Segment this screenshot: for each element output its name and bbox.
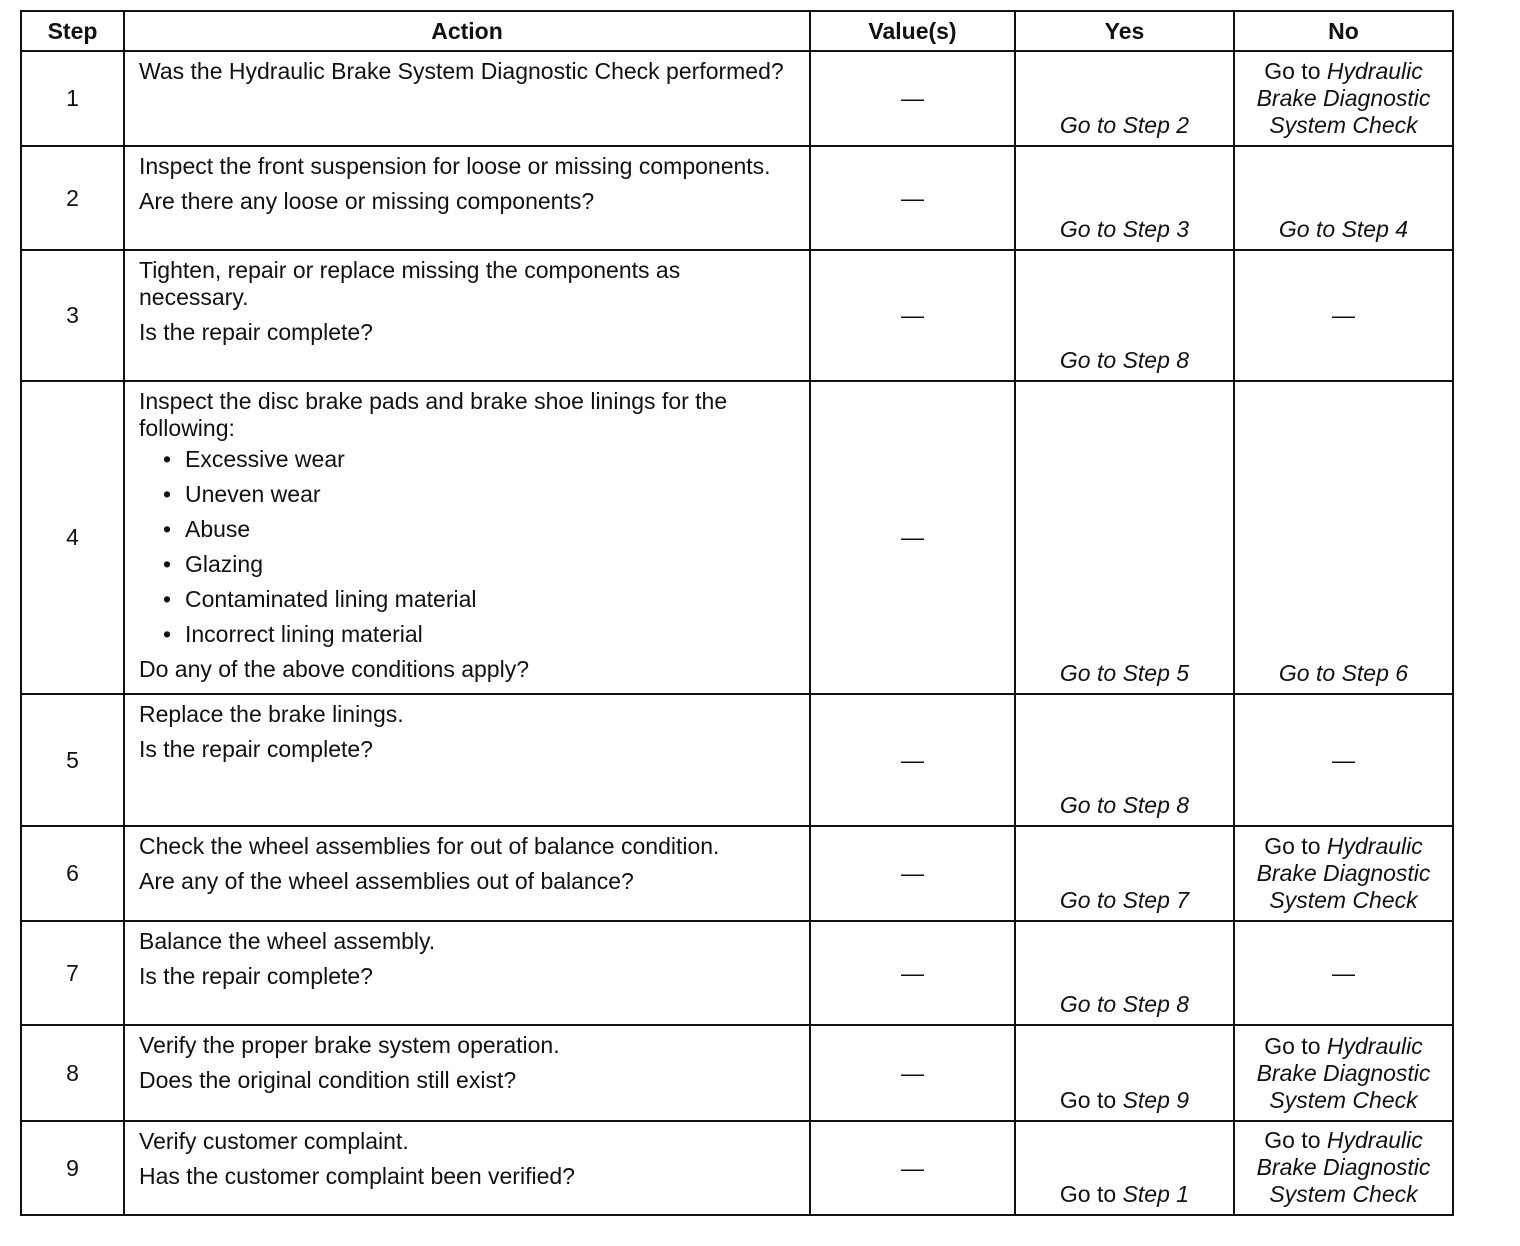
header-values: Value(s) bbox=[810, 11, 1015, 51]
action-question: Does the original condition still exist? bbox=[139, 1067, 517, 1093]
yes-cell bbox=[1015, 921, 1234, 1025]
table-row bbox=[21, 826, 1453, 921]
yes-cell bbox=[1015, 146, 1234, 250]
header-no: No bbox=[1234, 11, 1453, 51]
step-number: 4 bbox=[21, 381, 124, 694]
table-row bbox=[21, 146, 1453, 250]
yes-cell bbox=[1015, 694, 1234, 826]
value-cell: — bbox=[810, 694, 1015, 826]
table-row bbox=[21, 381, 1453, 694]
condition-list bbox=[139, 446, 795, 648]
header-yes: Yes bbox=[1015, 11, 1234, 51]
yes-target: Go to Step 8 bbox=[1059, 347, 1190, 373]
table-row bbox=[21, 1121, 1453, 1215]
value-cell: — bbox=[810, 1121, 1015, 1215]
yes-target: Go to Step 3 bbox=[1059, 216, 1190, 242]
yes-prefix: Go to bbox=[1059, 1087, 1123, 1113]
no-cell: — bbox=[1234, 250, 1453, 381]
action-text: Verify the proper brake system operation. bbox=[139, 1032, 560, 1058]
yes-target: Go to Step 2 bbox=[1059, 112, 1190, 138]
no-target: Go to Step 4 bbox=[1278, 216, 1409, 242]
yes-target: Go to Step 8 bbox=[1059, 792, 1190, 818]
action-cell bbox=[124, 826, 810, 921]
no-prefix: Go to bbox=[1264, 1033, 1327, 1059]
diagnostic-table bbox=[20, 10, 1454, 1216]
no-target: Go to Step 6 bbox=[1278, 660, 1409, 686]
step-number: 3 bbox=[21, 250, 124, 381]
no-cell bbox=[1234, 381, 1453, 694]
action-cell bbox=[124, 1121, 810, 1215]
step-number: 9 bbox=[21, 1121, 124, 1215]
list-item: • Glazing bbox=[163, 551, 795, 578]
value-cell: — bbox=[810, 826, 1015, 921]
no-cell bbox=[1234, 51, 1453, 146]
no-target: Hydraulic Brake Diagnostic System Check bbox=[1256, 833, 1431, 913]
action-cell bbox=[124, 250, 810, 381]
action-text: Tighten, repair or replace missing the components as necessary. bbox=[139, 257, 681, 310]
yes-cell bbox=[1015, 250, 1234, 381]
value-cell: — bbox=[810, 1025, 1015, 1121]
no-prefix: Go to bbox=[1264, 1127, 1327, 1153]
step-number: 1 bbox=[21, 51, 124, 146]
yes-target: Step 9 bbox=[1122, 1087, 1190, 1113]
no-cell bbox=[1234, 1025, 1453, 1121]
action-cell bbox=[124, 694, 810, 826]
action-text: Was the Hydraulic Brake System Diagnostic Check performed? bbox=[139, 58, 784, 84]
no-cell bbox=[1234, 146, 1453, 250]
yes-target: Go to Step 8 bbox=[1059, 991, 1190, 1017]
step-number: 8 bbox=[21, 1025, 124, 1121]
action-text: Inspect the front suspension for loose or missing components. bbox=[139, 153, 771, 179]
action-question: Is the repair complete? bbox=[139, 963, 373, 989]
action-text: Check the wheel assemblies for out of balance condition. bbox=[139, 833, 720, 859]
yes-target: Step 1 bbox=[1122, 1181, 1190, 1207]
yes-cell bbox=[1015, 51, 1234, 146]
action-cell bbox=[124, 1025, 810, 1121]
value-cell: — bbox=[810, 51, 1015, 146]
action-text: Replace the brake linings. bbox=[139, 701, 404, 727]
header-row bbox=[21, 11, 1453, 51]
header-action: Action bbox=[124, 11, 810, 51]
yes-target: Go to Step 5 bbox=[1059, 660, 1190, 686]
yes-cell bbox=[1015, 381, 1234, 694]
no-target: Hydraulic Brake Diagnostic System Check bbox=[1256, 1033, 1431, 1113]
value-cell: — bbox=[810, 381, 1015, 694]
step-number: 5 bbox=[21, 694, 124, 826]
yes-cell bbox=[1015, 1025, 1234, 1121]
action-question: Is the repair complete? bbox=[139, 736, 373, 762]
list-item: • Incorrect lining material bbox=[163, 621, 795, 648]
action-question: Do any of the above conditions apply? bbox=[139, 656, 529, 682]
header-step: Step bbox=[21, 11, 124, 51]
table-row bbox=[21, 921, 1453, 1025]
action-cell bbox=[124, 381, 810, 694]
value-cell: — bbox=[810, 250, 1015, 381]
list-item: • Uneven wear bbox=[163, 481, 795, 508]
value-cell: — bbox=[810, 146, 1015, 250]
no-target: Hydraulic Brake Diagnostic System Check bbox=[1256, 58, 1431, 138]
action-cell bbox=[124, 921, 810, 1025]
step-number: 6 bbox=[21, 826, 124, 921]
action-question: Are there any loose or missing components? bbox=[139, 188, 595, 214]
step-number: 2 bbox=[21, 146, 124, 250]
action-cell bbox=[124, 51, 810, 146]
no-cell bbox=[1234, 1121, 1453, 1215]
no-target: Hydraulic Brake Diagnostic System Check bbox=[1256, 1127, 1431, 1207]
list-item: • Abuse bbox=[163, 516, 795, 543]
table-row bbox=[21, 51, 1453, 146]
list-item: • Excessive wear bbox=[163, 446, 795, 473]
action-question: Has the customer complaint been verified? bbox=[139, 1163, 575, 1189]
yes-prefix: Go to bbox=[1059, 1181, 1123, 1207]
no-cell: — bbox=[1234, 694, 1453, 826]
action-text: Inspect the disc brake pads and brake shoe linings for the following: bbox=[139, 388, 728, 441]
list-item: • Contaminated lining material bbox=[163, 586, 795, 613]
yes-cell bbox=[1015, 1121, 1234, 1215]
yes-cell bbox=[1015, 826, 1234, 921]
table-row bbox=[21, 694, 1453, 826]
step-number: 7 bbox=[21, 921, 124, 1025]
action-text: Balance the wheel assembly. bbox=[139, 928, 436, 954]
table-row bbox=[21, 250, 1453, 381]
table-row bbox=[21, 1025, 1453, 1121]
no-prefix: Go to bbox=[1264, 58, 1327, 84]
yes-target: Go to Step 7 bbox=[1059, 887, 1190, 913]
value-cell: — bbox=[810, 921, 1015, 1025]
no-cell: — bbox=[1234, 921, 1453, 1025]
action-cell bbox=[124, 146, 810, 250]
action-question: Are any of the wheel assemblies out of balance? bbox=[139, 868, 634, 894]
action-text: Verify customer complaint. bbox=[139, 1128, 409, 1154]
action-question: Is the repair complete? bbox=[139, 319, 373, 345]
no-cell bbox=[1234, 826, 1453, 921]
no-prefix: Go to bbox=[1264, 833, 1327, 859]
